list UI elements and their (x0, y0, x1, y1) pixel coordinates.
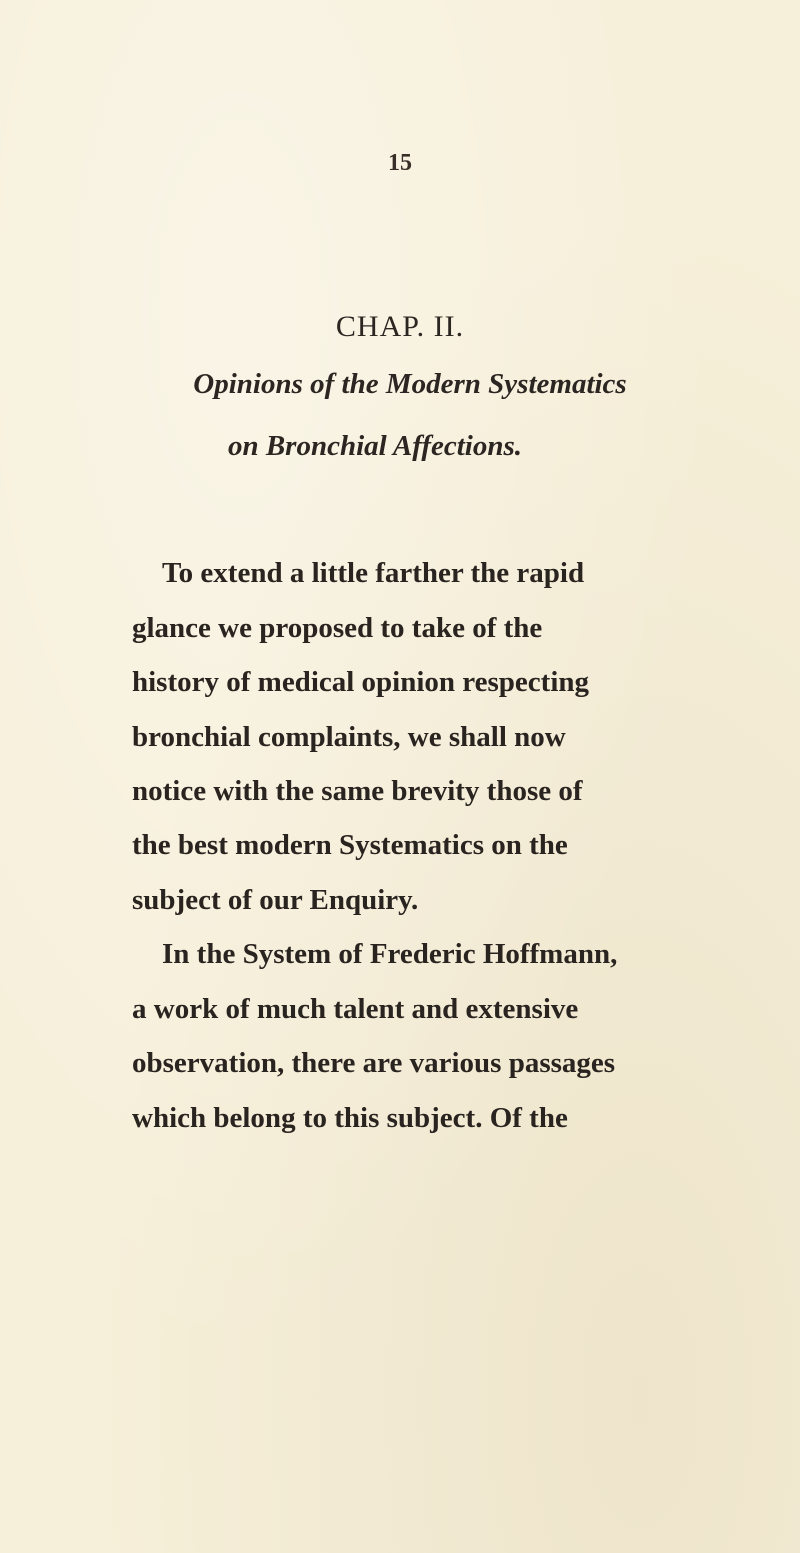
paragraph-line: which belong to this subject. Of the (132, 1102, 568, 1134)
paragraph-line: history of medical opinion respecting (132, 666, 590, 698)
chapter-subtitle-line-1: Opinions of the Modern Systematics (193, 368, 627, 400)
paragraph-line: notice with the same brevity those of (132, 775, 583, 807)
paragraph-line: In the System of Frederic Hoffmann, (162, 938, 618, 970)
paragraph-line: subject of our Enquiry. (132, 884, 419, 916)
paragraph-line: a work of much talent and extensive (132, 993, 579, 1025)
page-number: 15 (388, 150, 412, 176)
chapter-heading: CHAP. II. (335, 310, 465, 343)
paragraph-line: the best modern Systematics on the (132, 829, 568, 861)
paragraph-line: bronchial complaints, we shall now (132, 721, 566, 753)
paragraph-line: observation, there are various passages (132, 1047, 616, 1079)
paragraph-line: To extend a little farther the rapid (162, 557, 585, 589)
paragraph-line: glance we proposed to take of the (132, 612, 543, 644)
chapter-subtitle-line-2: on Bronchial Affections. (227, 430, 523, 462)
